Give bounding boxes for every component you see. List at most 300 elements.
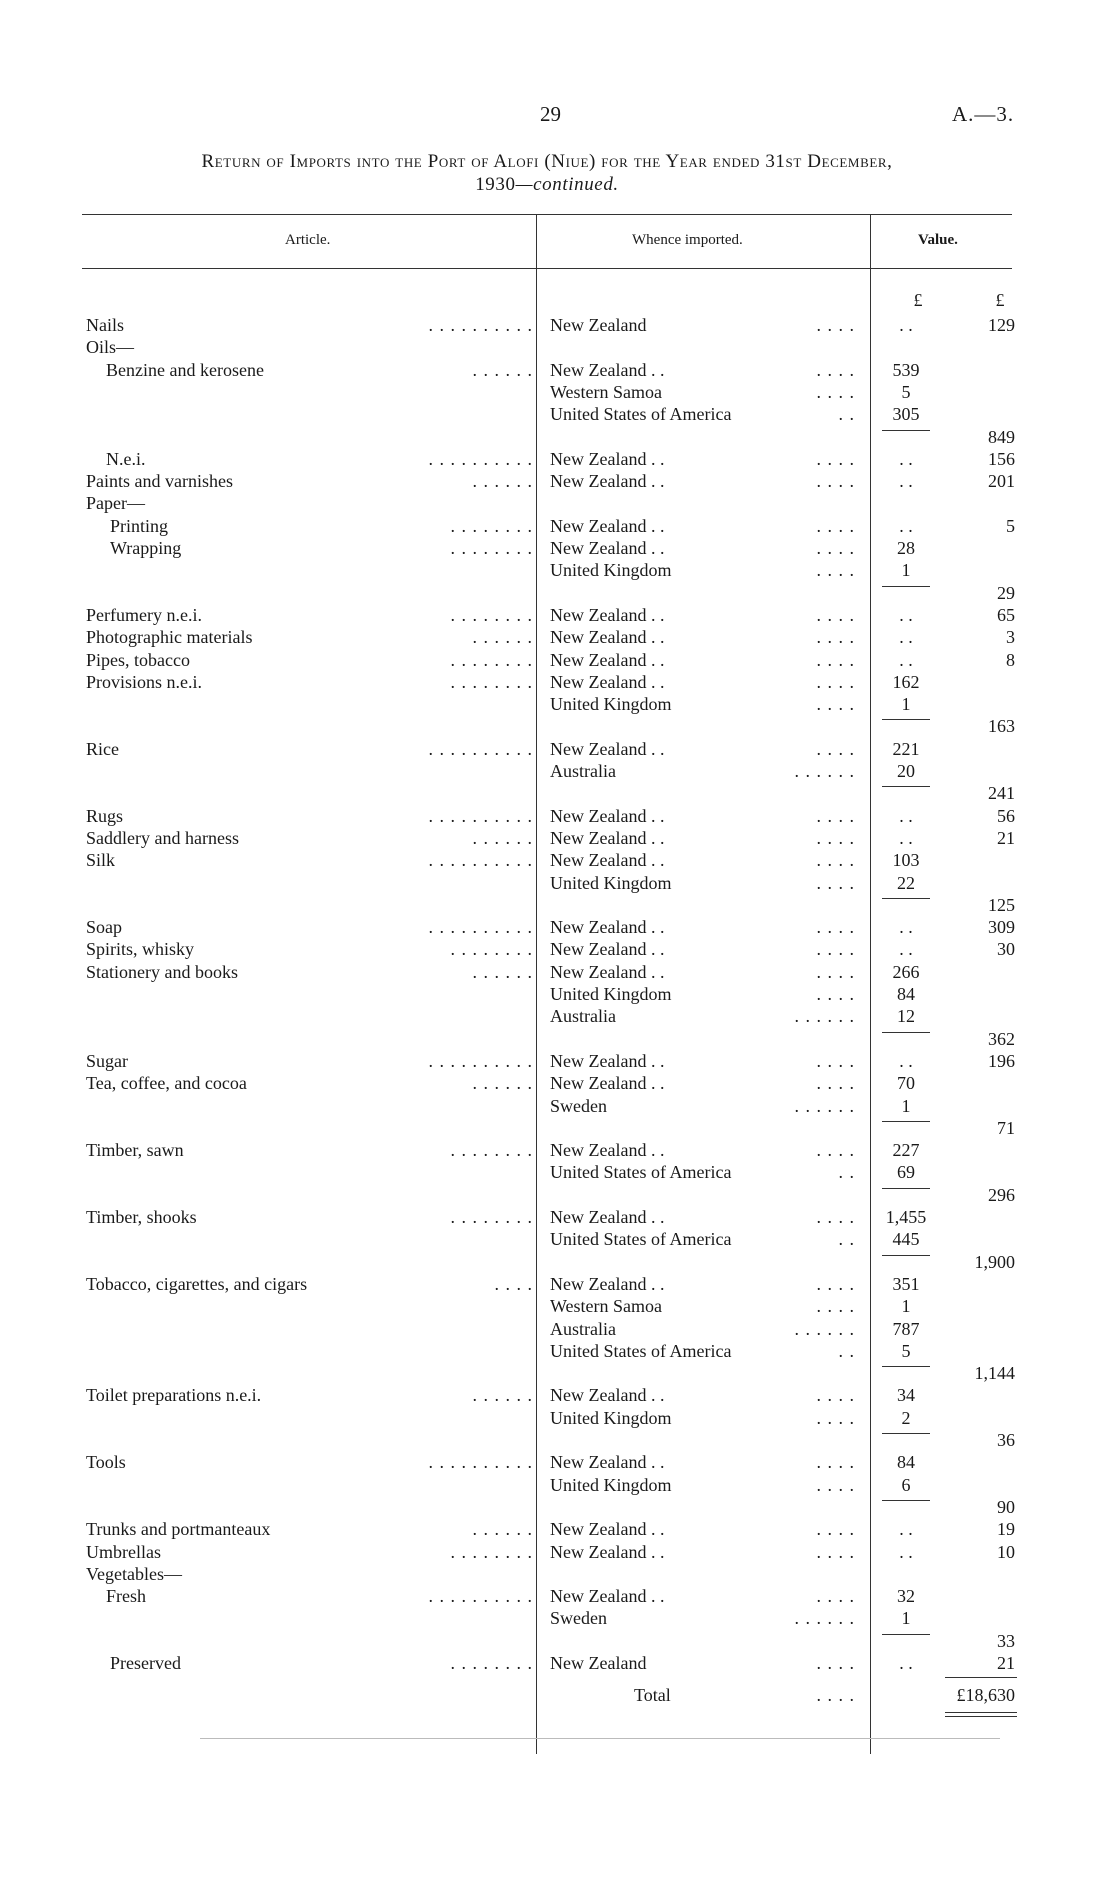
table-row bbox=[0, 1274, 1114, 1296]
country-name: New Zealand . . bbox=[550, 448, 665, 469]
table-row bbox=[0, 850, 1114, 872]
article-name: Vegetables— bbox=[86, 1563, 182, 1584]
country-leader-dots: . . bbox=[838, 404, 855, 425]
table-row bbox=[0, 1162, 1114, 1184]
country-leader-dots: . . . . bbox=[816, 805, 855, 826]
table-row bbox=[0, 1096, 1114, 1118]
country-name: New Zealand . . bbox=[550, 1586, 665, 1607]
value-cell: 1,455 bbox=[885, 1207, 927, 1227]
country-leader-dots: . . bbox=[838, 1229, 855, 1250]
country-leader-dots: . . . . bbox=[816, 984, 855, 1004]
value-cell: 5 bbox=[901, 1340, 911, 1361]
country-name: New Zealand . . bbox=[550, 627, 665, 648]
document-reference: A.—3. bbox=[952, 102, 1015, 126]
article-name: Fresh bbox=[106, 1586, 146, 1607]
table-row bbox=[0, 493, 1114, 515]
value-cell: 221 bbox=[892, 738, 920, 759]
country-leader-dots: . . . . bbox=[816, 1140, 855, 1161]
page-number: 29 bbox=[540, 102, 561, 126]
table-row bbox=[0, 315, 1114, 337]
country-leader-dots: . . . . bbox=[816, 1273, 855, 1294]
table-row bbox=[0, 1229, 1114, 1251]
table-row bbox=[0, 1631, 1114, 1653]
total-cell: 156 bbox=[988, 448, 1015, 469]
country-leader-dots: . . . . bbox=[816, 1385, 855, 1406]
article-leader-dots: . . . . . . . . bbox=[450, 1207, 533, 1227]
country-leader-dots: . . . . bbox=[816, 515, 855, 536]
value-cell: 2 bbox=[901, 1407, 911, 1428]
value-cell: . . bbox=[899, 805, 913, 826]
table-row bbox=[0, 1118, 1114, 1140]
country-name: New Zealand . . bbox=[550, 1273, 665, 1294]
value-cell: 22 bbox=[897, 872, 915, 893]
table-row bbox=[0, 873, 1114, 895]
table-row bbox=[0, 1408, 1114, 1430]
table-row bbox=[0, 1430, 1114, 1452]
country-leader-dots: . . . . bbox=[816, 604, 855, 625]
table-row bbox=[0, 627, 1114, 649]
article-leader-dots: . . . . . . . . . . bbox=[428, 850, 533, 871]
article-name: Timber, shooks bbox=[86, 1207, 197, 1227]
country-name: New Zealand . . bbox=[550, 1207, 665, 1227]
country-leader-dots: . . . . bbox=[816, 1050, 855, 1071]
country-leader-dots: . . . . bbox=[816, 381, 855, 402]
header-bottom-rule bbox=[82, 268, 1012, 269]
table-row bbox=[0, 1542, 1114, 1564]
value-cell: 12 bbox=[897, 1006, 915, 1027]
article-leader-dots: . . . . . . bbox=[472, 1385, 533, 1406]
title-year: 1930 bbox=[475, 174, 516, 195]
country-name: United Kingdom bbox=[550, 694, 672, 715]
table-row bbox=[0, 716, 1114, 738]
article-leader-dots: . . . . . . . . . . bbox=[428, 1452, 533, 1473]
article-name: Printing bbox=[110, 515, 169, 536]
article-name: Umbrellas bbox=[86, 1541, 161, 1562]
value-cell: 20 bbox=[897, 761, 915, 781]
table-row bbox=[0, 1519, 1114, 1541]
article-name: Nails bbox=[86, 315, 124, 335]
value-cell: . . bbox=[899, 649, 913, 670]
header-top-rule bbox=[82, 214, 1012, 215]
table-row bbox=[0, 650, 1114, 672]
table-row bbox=[0, 939, 1114, 961]
article-leader-dots: . . . . . . . . . . bbox=[428, 917, 533, 938]
article-name: Spirits, whisky bbox=[86, 939, 195, 960]
total-top-rule bbox=[945, 1677, 1017, 1678]
article-leader-dots: . . . . . . . . bbox=[450, 1541, 533, 1562]
table-row bbox=[0, 761, 1114, 783]
country-name: Australia bbox=[550, 1318, 616, 1339]
country-leader-dots: . . . . bbox=[816, 560, 855, 581]
currency-symbol-totals: £ bbox=[995, 290, 1005, 310]
country-name: New Zealand . . bbox=[550, 1050, 665, 1071]
country-name: Western Samoa bbox=[550, 381, 663, 402]
article-name: Sugar bbox=[86, 1050, 128, 1071]
value-cell: 305 bbox=[892, 404, 920, 425]
total-cell: 196 bbox=[988, 1050, 1015, 1071]
country-name: Australia bbox=[550, 761, 616, 781]
country-leader-dots: . . . . bbox=[816, 1519, 855, 1540]
country-name: United States of America bbox=[550, 1340, 732, 1361]
value-cell: 32 bbox=[897, 1586, 915, 1607]
country-name: New Zealand . . bbox=[550, 515, 665, 536]
country-name: Sweden bbox=[550, 1608, 607, 1629]
value-cell: 1 bbox=[901, 694, 911, 715]
table-row bbox=[0, 360, 1114, 382]
table-row bbox=[0, 917, 1114, 939]
table-row bbox=[0, 337, 1114, 359]
country-name: New Zealand bbox=[550, 1653, 647, 1673]
table-row bbox=[0, 694, 1114, 716]
country-name: New Zealand . . bbox=[550, 805, 665, 826]
value-cell: 1 bbox=[901, 560, 911, 581]
country-name: United States of America bbox=[550, 1229, 732, 1250]
article-leader-dots: . . . . . . bbox=[472, 359, 533, 380]
total-cell: 19 bbox=[997, 1519, 1015, 1540]
country-leader-dots: . . . . bbox=[816, 917, 855, 938]
table-row bbox=[0, 404, 1114, 426]
country-leader-dots: . . . . bbox=[816, 359, 855, 380]
country-leader-dots: . . . . bbox=[816, 694, 855, 715]
article-leader-dots: . . . . . . bbox=[472, 627, 533, 648]
value-cell: . . bbox=[899, 471, 913, 492]
total-double-rule-1 bbox=[945, 1712, 1017, 1713]
table-row bbox=[0, 1564, 1114, 1586]
table-row bbox=[0, 783, 1114, 805]
country-name: Western Samoa bbox=[550, 1296, 663, 1317]
country-name: New Zealand . . bbox=[550, 671, 665, 692]
table-row bbox=[0, 1653, 1114, 1675]
value-cell: 103 bbox=[892, 850, 920, 871]
table-row bbox=[0, 471, 1114, 493]
article-name: Toilet preparations n.e.i. bbox=[86, 1385, 262, 1406]
total-cell: 129 bbox=[988, 315, 1015, 335]
country-name: United Kingdom bbox=[550, 872, 672, 893]
total-cell: 8 bbox=[1006, 649, 1015, 670]
country-leader-dots: . . . . bbox=[816, 1474, 855, 1495]
article-leader-dots: . . . . . . bbox=[472, 827, 533, 848]
page-title bbox=[82, 150, 1012, 196]
article-name: Wrapping bbox=[110, 538, 182, 558]
article-leader-dots: . . . . . . . . bbox=[450, 671, 533, 692]
article-name: Photographic materials bbox=[86, 627, 253, 648]
table-row bbox=[0, 538, 1114, 560]
value-cell: 1 bbox=[901, 1095, 911, 1116]
article-leader-dots: . . . . bbox=[494, 1273, 533, 1294]
table-row bbox=[0, 516, 1114, 538]
value-cell: . . bbox=[899, 939, 913, 960]
total-cell: 90 bbox=[997, 1496, 1015, 1517]
header-whence-imported: Whence imported. bbox=[632, 232, 743, 248]
table-row bbox=[0, 1341, 1114, 1363]
country-name: New Zealand . . bbox=[550, 538, 665, 558]
article-name: Pipes, tobacco bbox=[86, 649, 190, 670]
country-name: New Zealand . . bbox=[550, 827, 665, 848]
country-leader-dots: . . . . bbox=[816, 1207, 855, 1227]
total-cell: 33 bbox=[997, 1630, 1015, 1651]
article-leader-dots: . . . . . . bbox=[472, 471, 533, 492]
total-cell: 309 bbox=[988, 917, 1015, 938]
country-leader-dots: . . . . bbox=[816, 827, 855, 848]
value-cell: . . bbox=[899, 1050, 913, 1071]
value-cell: 69 bbox=[897, 1162, 915, 1183]
country-name: Sweden bbox=[550, 1095, 607, 1116]
table-row bbox=[0, 895, 1114, 917]
article-leader-dots: . . . . . . . . . . bbox=[428, 805, 533, 826]
country-leader-dots: . . . . bbox=[816, 471, 855, 492]
country-name: United Kingdom bbox=[550, 1474, 672, 1495]
table-row bbox=[0, 1029, 1114, 1051]
country-leader-dots: . . . . bbox=[816, 1653, 855, 1673]
country-name: New Zealand . . bbox=[550, 604, 665, 625]
country-leader-dots: . . . . bbox=[816, 1407, 855, 1428]
article-name: Timber, sawn bbox=[86, 1140, 184, 1161]
article-leader-dots: . . . . . . . . . . bbox=[428, 315, 533, 335]
table-row bbox=[0, 1185, 1114, 1207]
country-leader-dots: . . bbox=[838, 1340, 855, 1361]
country-leader-dots: . . . . bbox=[816, 850, 855, 871]
article-name: Rugs bbox=[86, 805, 124, 826]
article-leader-dots: . . . . . . . . bbox=[450, 515, 533, 536]
country-name: New Zealand . . bbox=[550, 471, 665, 492]
country-leader-dots: . . . . bbox=[816, 315, 855, 335]
article-leader-dots: . . . . . . . . . . bbox=[428, 1050, 533, 1071]
title-continued: —continued. bbox=[515, 174, 619, 195]
value-cell: . . bbox=[899, 515, 913, 536]
country-name: New Zealand . . bbox=[550, 961, 665, 982]
total-cell: 362 bbox=[988, 1028, 1015, 1049]
table-row bbox=[0, 1252, 1114, 1274]
article-name: Trunks and portmanteaux bbox=[86, 1519, 271, 1540]
total-cell: 241 bbox=[988, 783, 1015, 804]
article-leader-dots: . . . . . . . . bbox=[450, 1140, 533, 1161]
country-name: Australia bbox=[550, 1006, 616, 1027]
total-cell: 849 bbox=[988, 426, 1015, 447]
table-row bbox=[0, 672, 1114, 694]
total-cell: 201 bbox=[988, 471, 1015, 492]
country-leader-dots: . . . . . . bbox=[794, 1318, 855, 1339]
title-line-1: Return of Imports into the Port of Alofi (Niue) for the Year ended 31st December, bbox=[201, 151, 893, 172]
grand-total: £18,630 bbox=[956, 1685, 1015, 1705]
table-row bbox=[0, 1073, 1114, 1095]
total-cell: 1,900 bbox=[974, 1251, 1015, 1272]
country-leader-dots: . . . . bbox=[816, 961, 855, 982]
country-leader-dots: . . . . bbox=[816, 627, 855, 648]
country-leader-dots: . . . . bbox=[816, 939, 855, 960]
table-row bbox=[0, 739, 1114, 761]
country-leader-dots: . . . . bbox=[816, 1073, 855, 1094]
country-leader-dots: . . . . bbox=[816, 872, 855, 893]
value-cell: 351 bbox=[892, 1273, 920, 1294]
total-label: Total bbox=[634, 1685, 671, 1705]
table-row bbox=[0, 1608, 1114, 1630]
article-leader-dots: . . . . . . . . . . bbox=[428, 448, 533, 469]
country-leader-dots: . . . . bbox=[816, 738, 855, 759]
article-name: Rice bbox=[86, 738, 119, 759]
article-leader-dots: . . . . . . . . . . bbox=[428, 738, 533, 759]
value-cell: 70 bbox=[897, 1073, 915, 1094]
country-name: New Zealand . . bbox=[550, 1541, 665, 1562]
value-cell: . . bbox=[899, 448, 913, 469]
header-article: Article. bbox=[285, 232, 331, 248]
value-cell: 539 bbox=[892, 359, 920, 380]
value-cell: 6 bbox=[901, 1474, 911, 1495]
article-name: Tools bbox=[86, 1452, 126, 1473]
country-leader-dots: . . bbox=[838, 1162, 855, 1183]
table-row bbox=[0, 605, 1114, 627]
country-leader-dots: . . . . . . bbox=[794, 1608, 855, 1629]
country-leader-dots: . . . . bbox=[816, 671, 855, 692]
value-cell: 84 bbox=[897, 984, 915, 1004]
article-name: Provisions n.e.i. bbox=[86, 671, 203, 692]
total-cell: 21 bbox=[997, 827, 1015, 848]
total-cell: 3 bbox=[1006, 627, 1015, 648]
table-row bbox=[0, 806, 1114, 828]
article-name: Tea, coffee, and cocoa bbox=[86, 1073, 247, 1094]
article-name: Paper— bbox=[86, 493, 145, 514]
title-line-2 bbox=[82, 173, 1012, 196]
table-row bbox=[0, 1207, 1114, 1229]
article-leader-dots: . . . . . . . . . . bbox=[428, 1586, 533, 1607]
table-row bbox=[0, 1586, 1114, 1608]
table-row bbox=[0, 1385, 1114, 1407]
table-row bbox=[0, 828, 1114, 850]
article-leader-dots: . . . . . . . . bbox=[450, 1653, 533, 1673]
total-cell: 71 bbox=[997, 1117, 1015, 1138]
article-name: N.e.i. bbox=[106, 448, 146, 469]
article-name: Oils— bbox=[86, 337, 135, 358]
table-row bbox=[0, 1140, 1114, 1162]
country-name: New Zealand . . bbox=[550, 850, 665, 871]
value-cell: 227 bbox=[892, 1140, 920, 1161]
table-row bbox=[0, 1051, 1114, 1073]
article-name: Benzine and kerosene bbox=[106, 359, 264, 380]
value-cell: . . bbox=[899, 917, 913, 938]
total-cell: 30 bbox=[997, 939, 1015, 960]
value-cell: 445 bbox=[892, 1229, 920, 1250]
country-name: New Zealand . . bbox=[550, 1140, 665, 1161]
total-cell: 5 bbox=[1006, 515, 1015, 536]
country-name: New Zealand . . bbox=[550, 359, 665, 380]
country-leader-dots: . . . . bbox=[816, 1452, 855, 1473]
value-cell: . . bbox=[899, 315, 913, 335]
total-cell: 296 bbox=[988, 1184, 1015, 1205]
article-leader-dots: . . . . . . . . bbox=[450, 649, 533, 670]
total-cell: 1,144 bbox=[974, 1363, 1015, 1384]
country-name: New Zealand . . bbox=[550, 1385, 665, 1406]
country-leader-dots: . . . . bbox=[816, 538, 855, 558]
article-name: Silk bbox=[86, 850, 116, 871]
value-cell: 1 bbox=[901, 1608, 911, 1629]
value-cell: 266 bbox=[892, 961, 920, 982]
country-name: United States of America bbox=[550, 404, 732, 425]
table-row bbox=[0, 1296, 1114, 1318]
total-cell: 65 bbox=[997, 604, 1015, 625]
country-leader-dots: . . . . bbox=[816, 1586, 855, 1607]
article-leader-dots: . . . . . . bbox=[472, 1519, 533, 1540]
country-leader-dots: . . . . bbox=[816, 1296, 855, 1317]
table-row bbox=[0, 560, 1114, 582]
country-name: New Zealand . . bbox=[550, 1519, 665, 1540]
total-double-rule-2 bbox=[945, 1716, 1017, 1717]
total-cell: 125 bbox=[988, 894, 1015, 915]
value-cell: . . bbox=[899, 1519, 913, 1540]
article-leader-dots: . . . . . . . . bbox=[450, 538, 533, 558]
value-cell: 787 bbox=[892, 1318, 920, 1339]
table-row bbox=[0, 1475, 1114, 1497]
total-cell: 56 bbox=[997, 805, 1015, 826]
country-name: New Zealand . . bbox=[550, 1452, 665, 1473]
country-leader-dots: . . . . bbox=[816, 448, 855, 469]
country-name: United Kingdom bbox=[550, 1407, 672, 1428]
article-name: Saddlery and harness bbox=[86, 827, 239, 848]
value-cell: 28 bbox=[897, 538, 915, 558]
article-leader-dots: . . . . . . bbox=[472, 961, 533, 982]
article-leader-dots: . . . . . . . . bbox=[450, 604, 533, 625]
table-row bbox=[0, 427, 1114, 449]
table-bottom-rule bbox=[200, 1738, 1000, 1739]
total-cell: 163 bbox=[988, 716, 1015, 737]
value-cell: 84 bbox=[897, 1452, 915, 1473]
total-cell: 10 bbox=[997, 1541, 1015, 1562]
country-leader-dots: . . . . . . bbox=[794, 761, 855, 781]
country-name: New Zealand . . bbox=[550, 738, 665, 759]
value-cell: . . bbox=[899, 1653, 913, 1673]
country-name: United States of America bbox=[550, 1162, 732, 1183]
value-cell: 1 bbox=[901, 1296, 911, 1317]
value-cell: . . bbox=[899, 827, 913, 848]
value-cell: . . bbox=[899, 604, 913, 625]
table-row bbox=[0, 583, 1114, 605]
country-leader-dots: . . . . bbox=[816, 1541, 855, 1562]
article-name: Paints and varnishes bbox=[86, 471, 233, 492]
table-row bbox=[0, 962, 1114, 984]
article-leader-dots: . . . . . . bbox=[472, 1073, 533, 1094]
header-value: Value. bbox=[918, 232, 958, 248]
value-cell: 34 bbox=[897, 1385, 915, 1406]
total-cell: 21 bbox=[997, 1653, 1015, 1673]
article-name: Perfumery n.e.i. bbox=[86, 604, 202, 625]
country-leader-dots: . . . . bbox=[816, 649, 855, 670]
total-cell: 36 bbox=[997, 1430, 1015, 1450]
article-name: Soap bbox=[86, 917, 122, 938]
country-name: New Zealand . . bbox=[550, 1073, 665, 1094]
country-name: New Zealand . . bbox=[550, 917, 665, 938]
article-name: Stationery and books bbox=[86, 961, 238, 982]
total-cell: 29 bbox=[997, 582, 1015, 603]
article-name: Tobacco, cigarettes, and cigars bbox=[86, 1273, 308, 1294]
table-row bbox=[0, 1497, 1114, 1519]
article-leader-dots: . . . . . . . . bbox=[450, 939, 533, 960]
country-name: New Zealand . . bbox=[550, 939, 665, 960]
value-cell: . . bbox=[899, 627, 913, 648]
table-row bbox=[0, 1319, 1114, 1341]
country-name: New Zealand bbox=[550, 315, 647, 335]
country-leader-dots: . . . . . . bbox=[794, 1095, 855, 1116]
country-name: United Kingdom bbox=[550, 560, 672, 581]
article-name: Preserved bbox=[110, 1653, 181, 1673]
table-row bbox=[0, 1452, 1114, 1474]
value-cell: . . bbox=[899, 1541, 913, 1562]
country-name: United Kingdom bbox=[550, 984, 672, 1004]
table-row bbox=[0, 449, 1114, 471]
table-row bbox=[0, 1006, 1114, 1028]
total-leader-dots: . . . . bbox=[816, 1685, 855, 1705]
value-cell: 162 bbox=[892, 671, 920, 692]
table-row bbox=[0, 1363, 1114, 1385]
table-row bbox=[0, 984, 1114, 1006]
table-row bbox=[0, 382, 1114, 404]
